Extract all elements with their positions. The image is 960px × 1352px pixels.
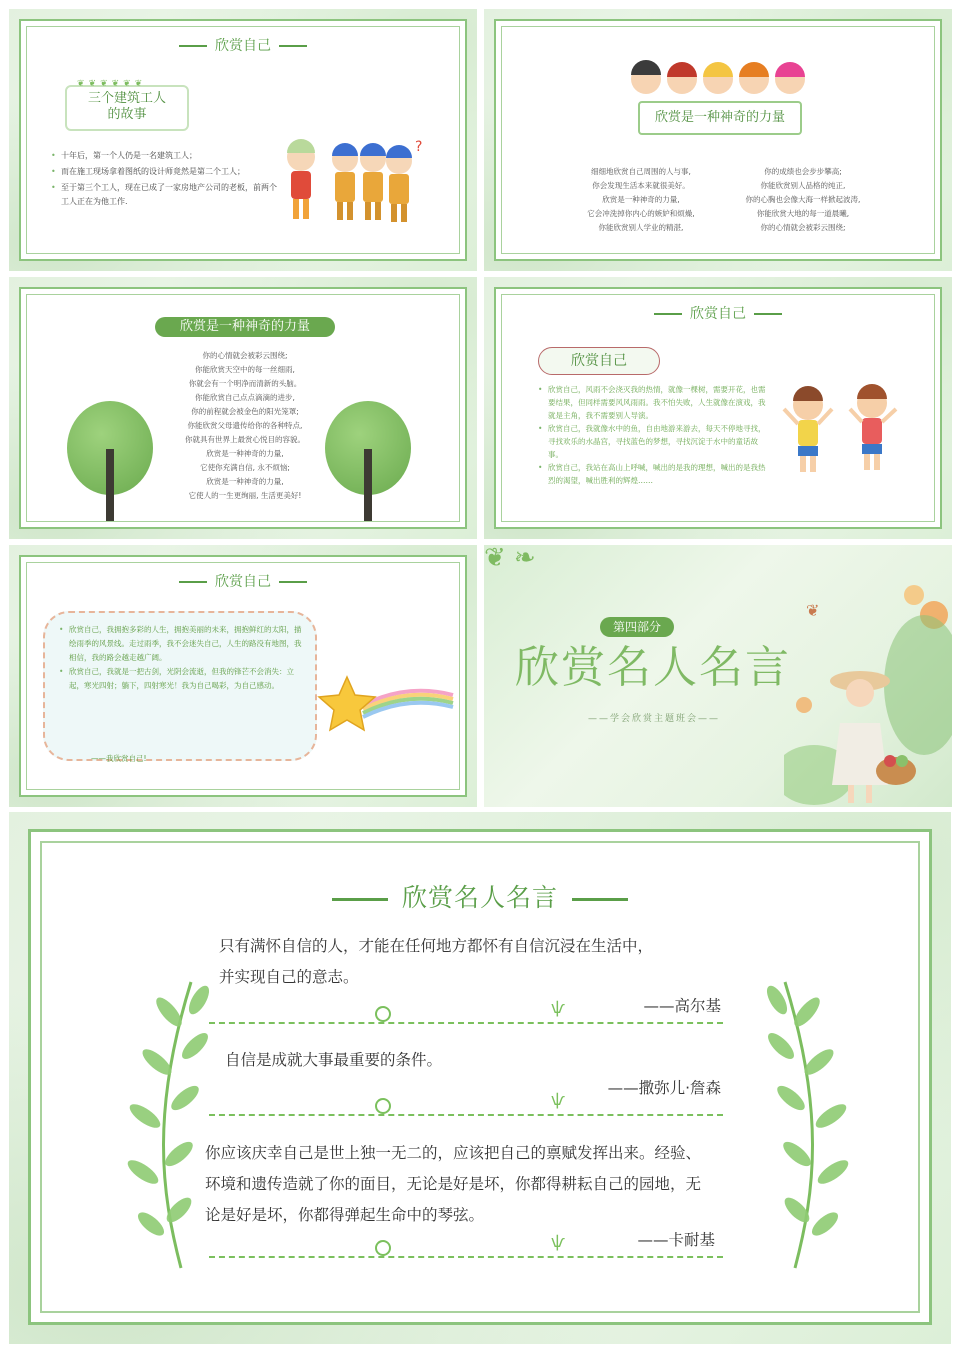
poem-right-column: 你的成绩也会步步攀高; 你能欣赏别人品格的纯正, 你的心胸也会像大海一样掀起波涛, 你能欣赏大地的每一道晨曦, 你的心情就会被彩云围绕; [745, 167, 861, 232]
quote-author: ——撒弥儿·詹森 [607, 1079, 721, 1097]
loop-ornament-icon [375, 1098, 391, 1114]
svg-text:?: ? [415, 139, 423, 155]
star-rainbow-icon [317, 675, 457, 735]
quote-author: ——卡耐基 [637, 1231, 715, 1249]
jumping-kids-illustration [776, 379, 906, 479]
appreciate-self-tag: 欣赏自己 [538, 347, 660, 375]
quote-text: 你应该庆幸自己是世上独一无二的，应该把自己的禀赋发挥出来。经验、 环境和遗传造就了你的面目，无论是好是坏，你都得耕耘自己的园地，无 论是好是坏，你都得弹起生命中的琴弦。 [205, 1144, 702, 1224]
loop-ornament-icon [375, 1006, 391, 1022]
slide-thumbnail-6[interactable] [484, 545, 952, 807]
leaf-branch-right-icon [755, 972, 855, 1272]
slide-thumbnail-3[interactable] [9, 277, 477, 539]
grass-icon: ѱ [551, 998, 566, 1017]
girl-garden-illustration [784, 575, 952, 807]
slide-card [19, 19, 467, 261]
slide-title: 欣赏名人名言 [31, 878, 929, 914]
dashed-divider [209, 1256, 723, 1258]
quote-author: ——高尔基 [643, 997, 721, 1015]
bullet: • 至于第三个工人，现在已成了一家房地产公司的老板，前两个工人正在为他工作. [51, 181, 281, 209]
bullet: • 欣赏自己，我拥抱多彩的人生，拥抱美丽的未来，拥抱鲜红的太阳，描绘雨季的风景线。走过雨季，我不会迷失自己，人生的路没有地图，我相信，我的路会越走越广阔。 [59, 623, 307, 665]
slide-header: 欣赏自己 [21, 571, 465, 591]
section-subtitle: ——学会欣赏主题班会—— [587, 714, 720, 724]
grass-icon: ѱ [551, 1090, 566, 1109]
magic-power-pill: 欣赏是一种神奇的力量 [155, 317, 335, 337]
dashed-divider [209, 1114, 723, 1116]
self-appreciation-bullets [59, 623, 307, 693]
slide-thumbnail-1[interactable] [9, 9, 477, 271]
slide-thumbnail-5[interactable] [9, 545, 477, 807]
dashed-divider [209, 1022, 723, 1024]
grass-icon: ѱ [551, 1232, 566, 1251]
slide-thumbnail-2[interactable] [484, 9, 952, 271]
leaf-decoration: ❦ ❧ [484, 545, 536, 573]
slide-main-quotes[interactable] [9, 812, 951, 1344]
story-title-box: 三个建筑工人 的故事 [65, 85, 189, 131]
slide-card [19, 287, 467, 529]
slide-header: 欣赏自己 [496, 303, 940, 323]
vine-decoration: ❦❦❦❦❦❦ [77, 79, 147, 89]
bullet: • 十年后，第一个人仍是一名建筑工人； [51, 149, 281, 163]
quote-text: 自信是成就大事最重要的条件。 [225, 1051, 443, 1069]
sign-off-text: ——我欣赏自己! [91, 754, 147, 763]
slide-card [494, 287, 942, 529]
story-bullets [51, 149, 281, 209]
leaf-branch-left-icon [121, 972, 221, 1272]
slide-card [28, 829, 932, 1325]
slide-card [494, 19, 942, 261]
butterfly-icon: ❦ [806, 601, 820, 620]
loop-ornament-icon [375, 1240, 391, 1256]
poem-center-column: 你的心情就会被彩云围绕; 你能欣赏天空中的每一丝细雨, 你就会有一个明净而清新的头脑。 你能欣赏自己点点滴滴的进步, 你的前程就会被金色的阳光笼罩; 你能欣赏父母遗传给你的各种特点, 你就具有世界上最赏心悦目的容貌。 欣赏是一种神奇的力量, 它使你充满自信, 永不烦恼; 欣赏是一种神奇的力量, 它使人的一生更绚丽, 生活更美好! [185, 351, 305, 500]
slide-card [19, 555, 467, 797]
poem-left-column: 细细地欣赏自己周围的人与事, 你会发现生活本来就很美好。 欣赏是一种神奇的力量, 它会冲洗掉你内心的嫉妒和烦燥, 你能欣赏别人学业的精湛, [587, 167, 695, 232]
children-faces-illustration [626, 55, 816, 105]
bullet: • 欣赏自己，我就像水中的鱼，自由地游来游去，每天不停地寻找，寻找欢乐的水晶宫，寻找蓝色的梦想，寻找沉淀于水中的童话故事。 [538, 422, 770, 461]
construction-workers-illustration [279, 129, 429, 227]
magic-power-sign: 欣赏是一种神奇的力量 [638, 101, 802, 135]
part-badge: 第四部分 [600, 617, 674, 637]
self-appreciation-bullets [538, 383, 770, 487]
bullet: • 欣赏自己，我站在高山上呼喊，喊出的是我的理想，喊出的是我热烈的渴望，喊出胜利的辉煌…… [538, 461, 770, 487]
bullet: • 欣赏自己，我就是一把古剑，光阴会流逝，但我的锋芒不会消失：立起，寒光四射；躺下，四射寒光！我为自己喝彩，为自己感动。 [59, 665, 307, 693]
slide-thumbnail-4[interactable] [484, 277, 952, 539]
slide-header: 欣赏自己 [21, 35, 465, 55]
bullet: • 而在施工现场拿着图纸的设计师竟然是第二个工人； [51, 165, 281, 179]
section-title: 欣赏名人名言 [515, 642, 791, 693]
quote-text: 只有满怀自信的人，才能在任何地方都怀有自信沉浸在生活中， 并实现自己的意志。 [219, 937, 654, 986]
bullet: • 欣赏自己，风雨不会浇灭我的热情，就像一棵树，需要开花，也需要结果，但同样需要风风雨雨。我不怕失败，人生就像在演戏，我就是主角，我不需要别人导演。 [538, 383, 770, 422]
